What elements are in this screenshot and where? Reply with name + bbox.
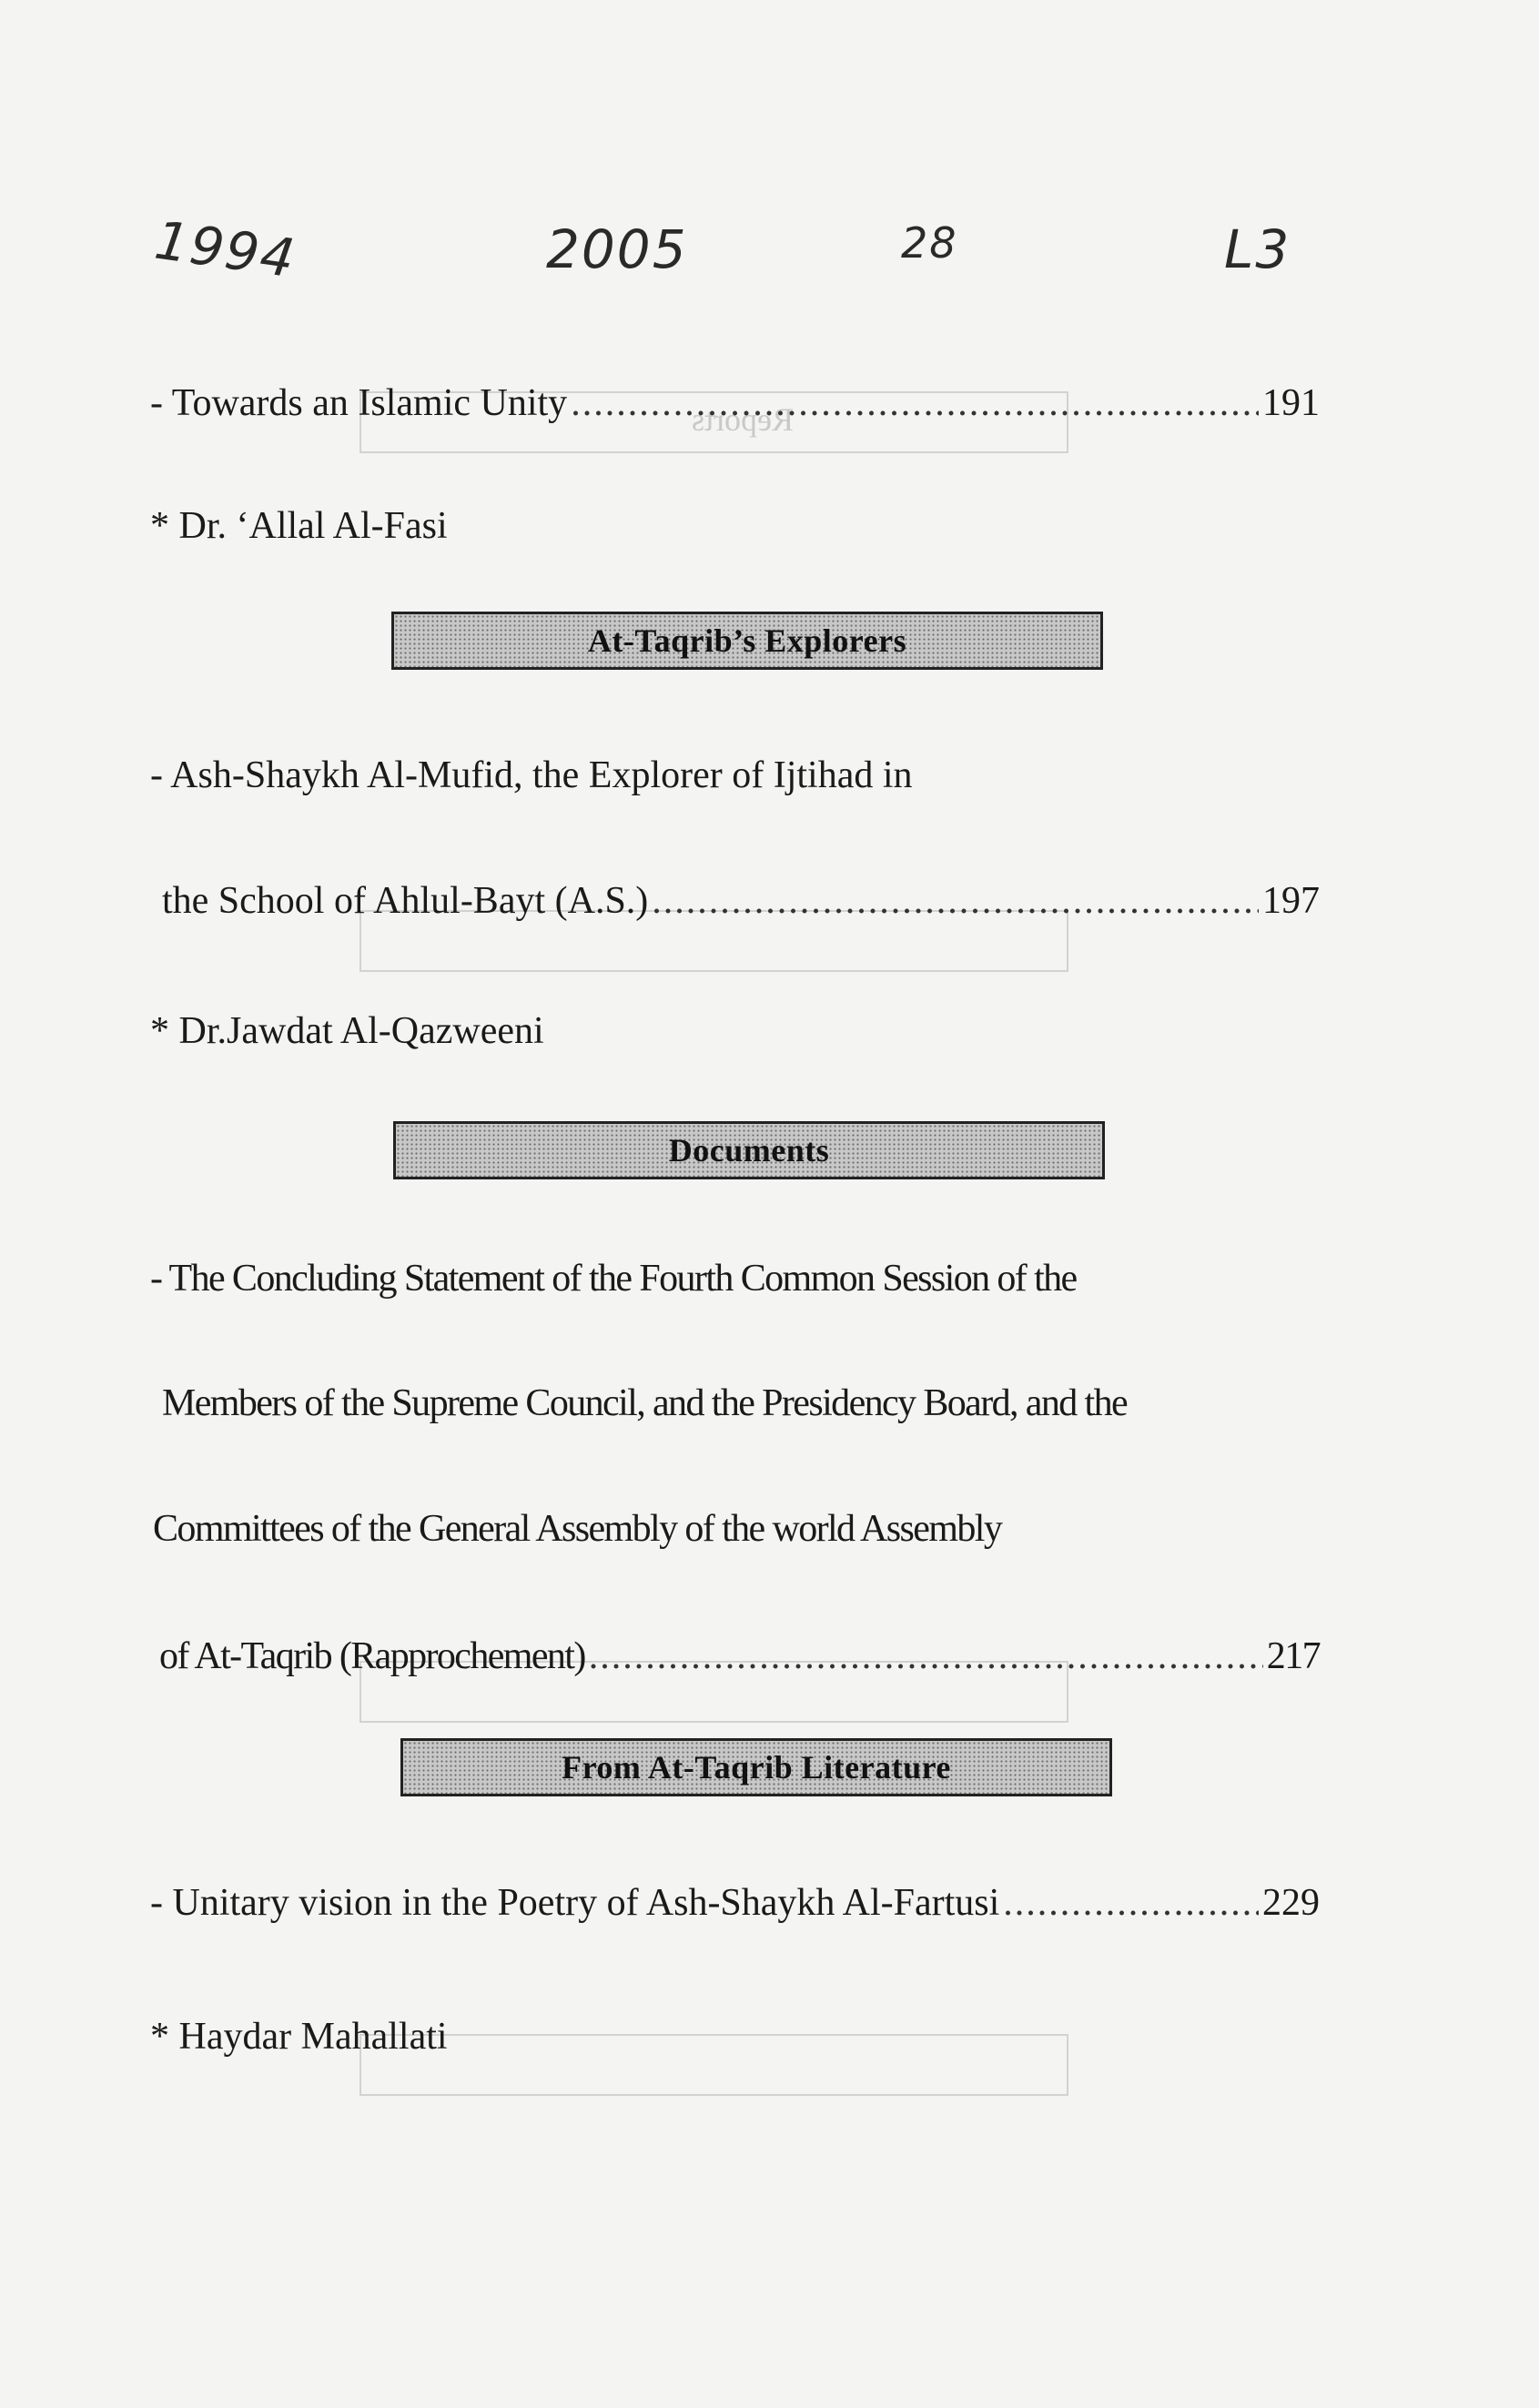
toc-page-number: 229 (1262, 1882, 1320, 1924)
toc-page-number: 197 (1262, 880, 1320, 922)
toc-entry (162, 878, 1320, 924)
toc-entry-title: of At-Taqrib (Rapprochement) (159, 1635, 585, 1677)
toc-leader-dots (1003, 1880, 1259, 1926)
handwritten-note: 2005 (546, 218, 688, 280)
toc-leader-dots (652, 878, 1259, 924)
toc-author: * Haydar Mahallati (150, 2016, 448, 2058)
toc-entry-title: - Unitary vision in the Poetry of Ash-Shaykh Al-Fartusi (150, 1882, 1000, 1924)
section-header-label: Documents (668, 1132, 830, 1169)
section-header-label: From At-Taqrib Literature (562, 1749, 951, 1786)
toc-entry-title: Members of the Supreme Council, and the Presidency Board, and the (162, 1382, 1128, 1424)
handwritten-note: 28 (901, 218, 958, 268)
section-header-label: At-Taqrib’s Explorers (587, 622, 907, 659)
toc-entry-title: - Towards an Islamic Unity (150, 382, 568, 424)
toc-page-number: 217 (1266, 1635, 1320, 1677)
section-header (400, 1738, 1112, 1796)
toc-entry-title: - Ash-Shaykh Al-Mufid, the Explorer of Ijtihad in (150, 754, 913, 796)
toc-entry (150, 380, 1320, 426)
section-header (393, 1121, 1105, 1179)
toc-entry (150, 1880, 1320, 1926)
toc-entry-title: - The Concluding Statement of the Fourth Common Session of the (150, 1258, 1077, 1300)
bleed-through-text: Reports (692, 401, 794, 438)
toc-entry-title: the School of Ahlul-Bayt (A.S.) (162, 880, 649, 922)
handwritten-note: L3 (1224, 218, 1291, 280)
handwritten-note: 1994 (151, 208, 300, 290)
toc-author: * Dr. ‘Allal Al-Fasi (150, 505, 448, 547)
section-header (391, 612, 1103, 670)
toc-leader-dots (589, 1634, 1263, 1679)
bleed-through-box (359, 2034, 1068, 2096)
toc-entry-title: Committees of the General Assembly of the world Assembly (153, 1508, 1002, 1550)
toc-leader-dots (571, 380, 1259, 426)
toc-entry (159, 1634, 1320, 1679)
toc-page-number: 191 (1262, 382, 1320, 424)
toc-author: * Dr.Jawdat Al-Qazweeni (150, 1010, 544, 1052)
